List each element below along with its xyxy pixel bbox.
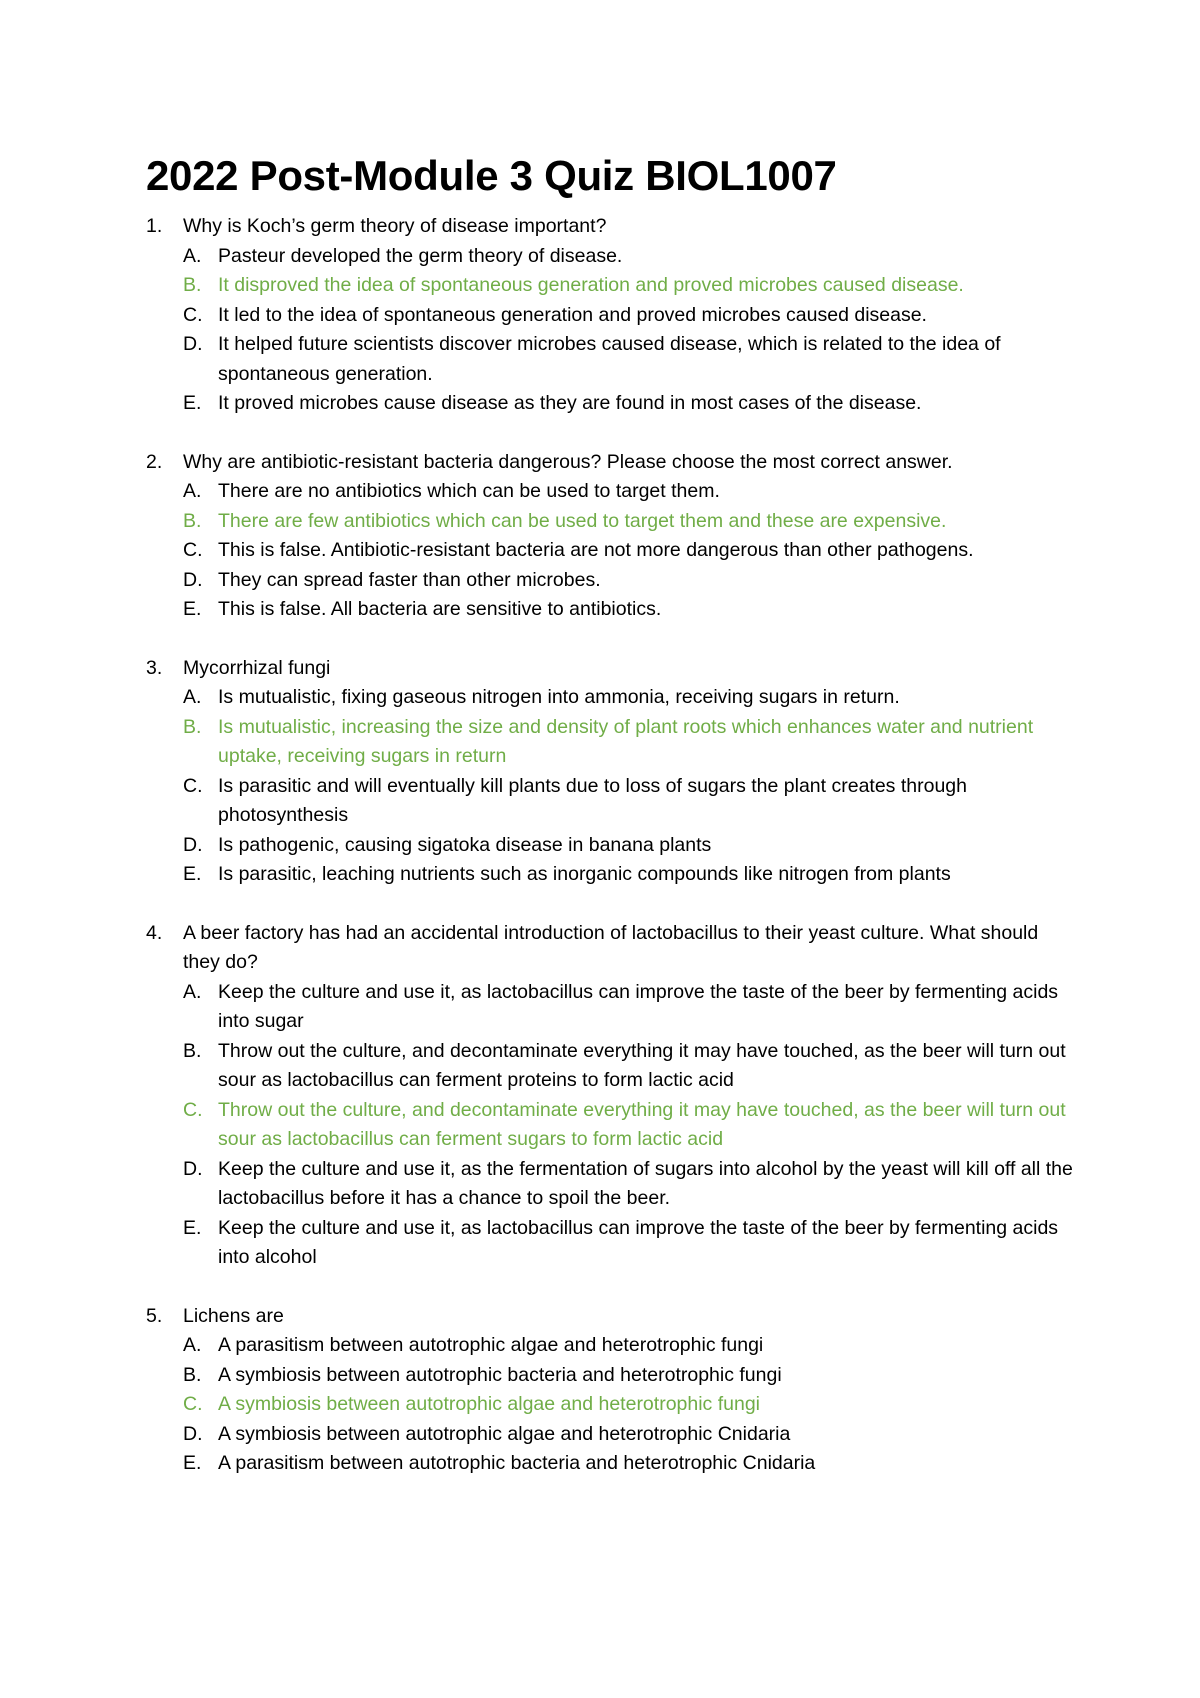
option-letter: D.	[183, 333, 203, 355]
question-2	[146, 448, 1076, 625]
answer-option-d	[146, 831, 1076, 861]
option-text: Keep the culture and use it, as lactobacillus can improve the taste of the beer by fermenting acids into alcohol	[218, 1216, 1059, 1268]
option-letter: B.	[183, 715, 202, 738]
answer-option-c	[146, 536, 1076, 566]
answer-option-a	[146, 683, 1076, 713]
quiz-question-list	[146, 212, 1076, 1508]
answer-option-e	[146, 860, 1076, 890]
question-text: Why are antibiotic-resistant bacteria dangerous? Please choose the most correct answer.	[183, 450, 953, 473]
option-text: A symbiosis between autotrophic bacteria and heterotrophic fungi	[218, 1363, 782, 1386]
question-number: 5.	[146, 1304, 163, 1327]
answer-option-c	[146, 301, 1076, 331]
option-letter: B.	[183, 1039, 202, 1062]
answer-option-b	[146, 507, 1076, 537]
page-title: 2022 Post-Module 3 Quiz BIOL1007	[146, 152, 837, 199]
answer-option-a	[146, 978, 1076, 1037]
answer-option-d	[146, 1420, 1076, 1450]
option-letter: E.	[183, 863, 202, 885]
option-text: Keep the culture and use it, as the fermentation of sugars into alcohol by the yeast will kill off all the lactobacillus before it has a chance to spoil the beer.	[218, 1157, 1073, 1209]
option-letter: A.	[183, 686, 202, 708]
answer-option-c	[146, 772, 1076, 831]
answer-option-e	[146, 1449, 1076, 1479]
option-text: Is pathogenic, causing sigatoka disease in banana plants	[218, 833, 712, 856]
option-letter: A.	[183, 244, 202, 267]
question-5	[146, 1302, 1076, 1479]
option-letter: E.	[183, 598, 202, 620]
answer-option-b	[146, 1037, 1076, 1096]
question-number: 1.	[146, 215, 163, 237]
answer-option-a	[146, 242, 1076, 272]
answer-option-e	[146, 389, 1076, 419]
option-text: Is parasitic, leaching nutrients such as inorganic compounds like nitrogen from plants	[218, 863, 951, 885]
option-letter: D.	[183, 833, 203, 856]
question-stem	[146, 448, 1076, 478]
question-text: Mycorrhizal fungi	[183, 656, 331, 679]
answer-option-d	[146, 1155, 1076, 1214]
question-text: Why is Koch’s germ theory of disease important?	[183, 215, 607, 237]
option-text: It proved microbes cause disease as they are found in most cases of the disease.	[218, 392, 922, 414]
option-text: Keep the culture and use it, as lactobacillus can improve the taste of the beer by fermenting acids into sugar	[218, 980, 1059, 1032]
option-letter: D.	[183, 1157, 203, 1180]
option-letter: A.	[183, 480, 202, 502]
option-letter: A.	[183, 1334, 202, 1356]
question-stem	[146, 919, 1076, 978]
question-number: 4.	[146, 921, 163, 944]
option-letter: B.	[183, 509, 202, 532]
option-text: This is false. All bacteria are sensitive to antibiotics.	[218, 598, 662, 620]
question-number: 2.	[146, 450, 163, 473]
question-text: Lichens are	[183, 1304, 284, 1327]
option-text: A symbiosis between autotrophic algae and heterotrophic fungi	[218, 1393, 761, 1415]
option-letter: B.	[183, 1363, 202, 1386]
answer-options	[146, 683, 1076, 890]
question-1	[146, 212, 1076, 419]
question-stem	[146, 654, 1076, 684]
answer-option-d	[146, 566, 1076, 596]
answer-option-a	[146, 477, 1076, 507]
option-text: Throw out the culture, and decontaminate everything it may have touched, as the beer will turn out sour as lactobacillus can ferment proteins to form lactic acid	[218, 1039, 1066, 1091]
answer-option-c	[146, 1390, 1076, 1420]
answer-option-a	[146, 1331, 1076, 1361]
option-text: Pasteur developed the germ theory of disease.	[218, 244, 623, 267]
option-text: There are few antibiotics which can be used to target them and these are expensive.	[218, 509, 947, 532]
question-number: 3.	[146, 656, 163, 679]
answer-options	[146, 242, 1076, 419]
answer-option-d	[146, 330, 1076, 389]
question-text: A beer factory has had an accidental introduction of lactobacillus to their yeast culture. What should they do?	[183, 921, 1039, 973]
option-letter: B.	[183, 274, 202, 296]
option-text: It disproved the idea of spontaneous generation and proved microbes caused disease.	[218, 274, 964, 296]
option-letter: C.	[183, 1098, 203, 1121]
option-letter: E.	[183, 1216, 202, 1239]
answer-options	[146, 978, 1076, 1273]
option-letter: E.	[183, 1452, 202, 1474]
option-text: Is parasitic and will eventually kill plants due to loss of sugars the plant creates through photosynthesis	[218, 774, 967, 826]
option-letter: C.	[183, 539, 203, 561]
option-letter: A.	[183, 980, 202, 1003]
answer-options	[146, 477, 1076, 625]
option-text: Is mutualistic, fixing gaseous nitrogen into ammonia, receiving sugars in return.	[218, 686, 900, 708]
question-3	[146, 654, 1076, 890]
answer-option-c	[146, 1096, 1076, 1155]
option-letter: D.	[183, 1422, 203, 1445]
option-text: A parasitism between autotrophic bacteria and heterotrophic Cnidaria	[218, 1452, 816, 1474]
answer-option-b	[146, 713, 1076, 772]
option-letter: C.	[183, 1393, 203, 1415]
option-text: A parasitism between autotrophic algae and heterotrophic fungi	[218, 1334, 764, 1356]
question-stem	[146, 1302, 1076, 1332]
option-text: Throw out the culture, and decontaminate everything it may have touched, as the beer will turn out sour as lactobacillus can ferment sugars to form lactic acid	[218, 1098, 1066, 1150]
answer-option-e	[146, 595, 1076, 625]
option-text: This is false. Antibiotic-resistant bacteria are not more dangerous than other pathogens.	[218, 539, 974, 561]
answer-option-b	[146, 271, 1076, 301]
option-text: It led to the idea of spontaneous generation and proved microbes caused disease.	[218, 303, 927, 326]
answer-options	[146, 1331, 1076, 1479]
option-text: There are no antibiotics which can be used to target them.	[218, 480, 720, 502]
question-4	[146, 919, 1076, 1273]
option-text: A symbiosis between autotrophic algae and heterotrophic Cnidaria	[218, 1422, 791, 1445]
question-stem	[146, 212, 1076, 242]
option-letter: C.	[183, 774, 203, 797]
option-letter: C.	[183, 303, 203, 326]
answer-option-e	[146, 1214, 1076, 1273]
option-text: It helped future scientists discover microbes caused disease, which is related to the idea of spontaneous generation.	[218, 333, 1001, 385]
option-letter: E.	[183, 392, 202, 414]
option-letter: D.	[183, 568, 203, 591]
option-text: They can spread faster than other microbes.	[218, 568, 601, 591]
option-text: Is mutualistic, increasing the size and density of plant roots which enhances water and nutrient uptake, receiving sugars in return	[218, 715, 1034, 767]
answer-option-b	[146, 1361, 1076, 1391]
